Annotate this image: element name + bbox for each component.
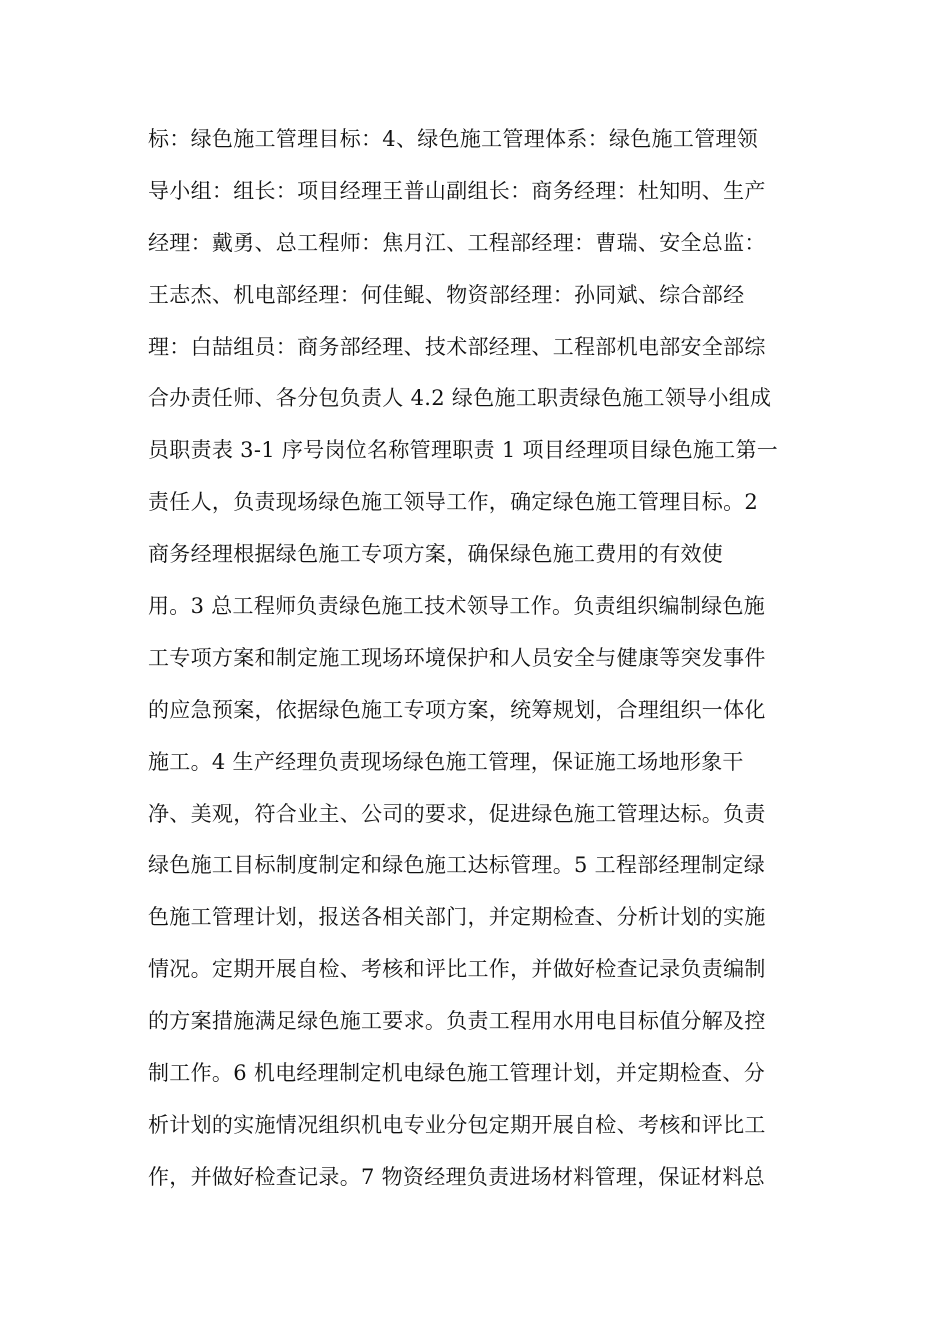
- text-line: 析计划的实施情况组织机电专业分包定期开展自检、考核和评比工: [148, 1112, 766, 1137]
- text-line: 员职责表 3-1 序号岗位名称管理职责 1 项目经理项目绿色施工第一: [148, 438, 779, 463]
- text-line: 色施工管理计划，报送各相关部门，并定期检查、分析计划的实施: [148, 905, 766, 930]
- text-line: 绿色施工目标制度制定和绿色施工达标管理。5 工程部经理制定绿: [148, 853, 766, 878]
- text-line: 制工作。6 机电经理制定机电绿色施工管理计划，并定期检查、分: [148, 1061, 766, 1086]
- text-line: 责任人，负责现场绿色施工领导工作，确定绿色施工管理目标。2: [148, 490, 759, 515]
- body-text: [148, 117, 808, 1207]
- text-line: 导小组：组长：项目经理王普山副组长：商务经理：杜知明、生产: [148, 178, 766, 203]
- text-line: 净、美观，符合业主、公司的要求，促进绿色施工管理达标。负责: [148, 801, 766, 826]
- text-line: 用。3 总工程师负责绿色施工技术领导工作。负责组织编制绿色施: [148, 594, 766, 619]
- text-line: 理：白喆组员：商务部经理、技术部经理、工程部机电部安全部综: [148, 334, 766, 359]
- text-line: 情况。定期开展自检、考核和评比工作，并做好检查记录负责编制: [148, 957, 766, 982]
- text-line: 的方案措施满足绿色施工要求。负责工程用水用电目标值分解及控: [148, 1009, 766, 1034]
- text-line: 作，并做好检查记录。7 物资经理负责进场材料管理，保证材料总: [148, 1164, 766, 1189]
- text-line: 经理：戴勇、总工程师：焦月江、工程部经理：曹瑞、安全总监：: [148, 230, 766, 255]
- text-line: 工专项方案和制定施工现场环境保护和人员安全与健康等突发事件: [148, 645, 766, 670]
- text-line: 合办责任师、各分包负责人 4.2 绿色施工职责绿色施工领导小组成: [148, 386, 772, 411]
- text-line: 王志杰、机电部经理：何佳鲲、物资部经理：孙同斌、综合部经: [148, 282, 745, 307]
- text-line: 施工。4 生产经理负责现场绿色施工管理，保证施工场地形象干: [148, 749, 744, 774]
- text-line: 标：绿色施工管理目标：4、绿色施工管理体系：绿色施工管理领: [148, 127, 759, 151]
- text-line: 商务经理根据绿色施工专项方案，确保绿色施工费用的有效使: [148, 542, 724, 567]
- text-line: 的应急预案，依据绿色施工专项方案，统筹规划，合理组织一体化: [148, 697, 766, 722]
